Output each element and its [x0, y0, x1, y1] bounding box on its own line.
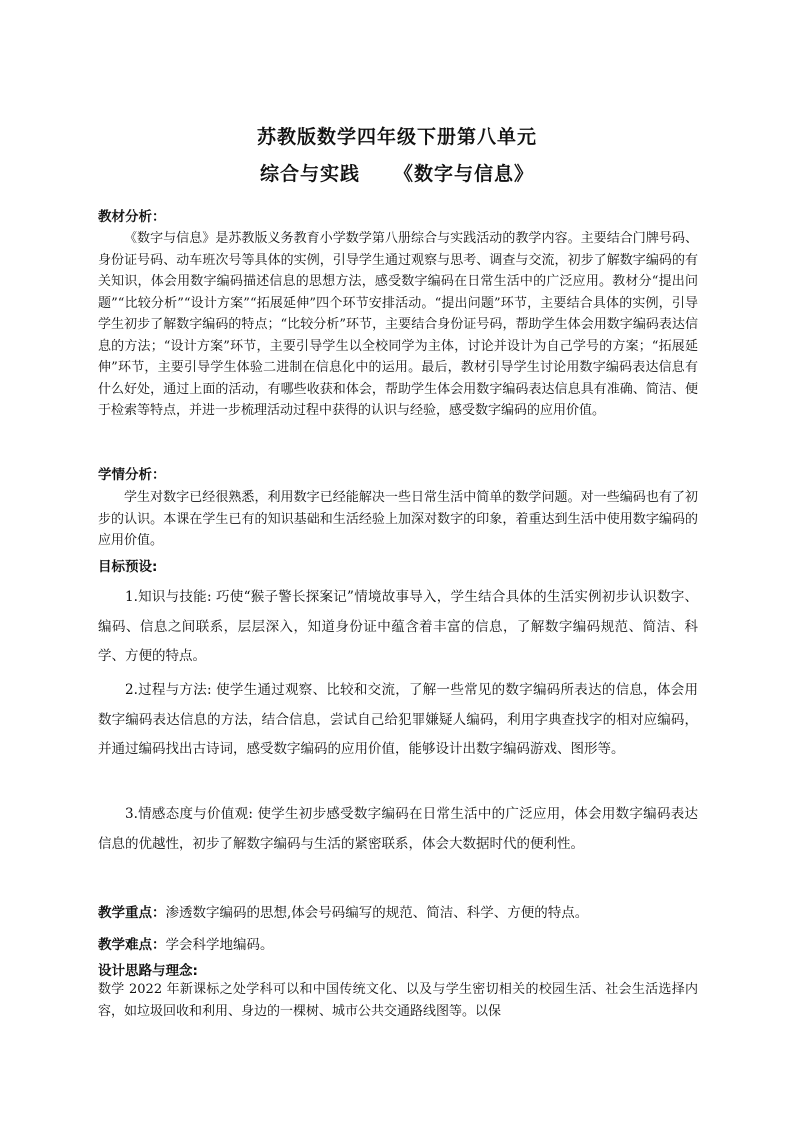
goal-attitude-values: 3.情感态度与价值观: 使学生初步感受数字编码在日常生活中的广泛应用，体会用数字编码表达信息的优越性，初步了解数字编码与生活的紧密联系，体会大数据时代的便利性。	[98, 806, 698, 852]
material-analysis-heading: 教材分析：	[98, 209, 166, 225]
teaching-difficult-text: 学会科学地编码。	[165, 937, 274, 953]
subtitle-part-a: 综合与实践	[259, 163, 360, 185]
subtitle-part-b: 《数字与信息》	[394, 163, 535, 185]
goal-knowledge-skills: 1.知识与技能: 巧使“猴子警长探案记”情境故事导入，学生结合具体的生活实例初步认识数字、编码、信息之间联系，层层深入，知道身份证中蕴含着丰富的信息，了解数字编码规范、简洁、科学、方便的特点。	[98, 589, 698, 665]
goal-process-methods: 2.过程与方法: 使学生通过观察、比较和交流，了解一些常见的数字编码所表达的信息，体会用数字编码表达信息的方法，结合信息，尝试自己给犯罪嫌疑人编码，利用字典查找字的相对应编码，并通过编码找出古诗词，感受数字编码的应用价值，能够设计出数字编码游戏、图形等。	[98, 682, 698, 758]
teaching-key-text: 渗透数字编码的思想,体会号码编写的规范、简洁、科学、方便的特点。	[165, 905, 589, 921]
material-analysis-text: 《数字与信息》是苏教版义务教育小学数学第八册综合与实践活动的教学内容。主要结合门牌号码、身份证号码、动车班次号等具体的实例，引导学生通过观察与思考、调查与交流，初步了解数字编码的有关知识，体会用数字编码描述信息的思想方法，感受数字编码在日常生活中的广泛应用。教材分“提出问题”“比较分析”“设计方案”“拓展延伸”四个环节安排活动。“提出问题”环节，主要结合具体的实例，引导学生初步了解数字编码的特点；“比较分析”环节，主要结合身份证号码，帮助学生体会用数字编码表达信息的方法；“设计方案”环节，主要引导学生以全校同学为主体，讨论并设计为自己学号的方案；“拓展延伸”环节，主要引导学生体验二进制在信息化中的运用。最后，教材引导学生讨论用数字编码表达信息有什么好处，通过上面的活动，有哪些收获和体会，帮助学生体会用数字编码表达信息具有准确、简洁、便于检索等特点，并进一步梳理活动过程中获得的认识与经验，感受数字编码的应用价值。	[98, 231, 698, 418]
student-analysis-heading: 学情分析：	[98, 467, 166, 483]
document-title: 苏教版数学四年级下册第八单元	[256, 126, 537, 148]
teaching-difficult-point	[98, 933, 698, 953]
teaching-key-point	[98, 901, 698, 921]
teaching-difficult-label: 教学难点：	[98, 937, 166, 953]
teaching-key-label: 教学重点：	[98, 905, 166, 921]
student-analysis-text: 学生对数字已经很熟悉，利用数字已经能解决一些日常生活中简单的数学问题。对一些编码也有了初步的认识。本课在学生已有的知识基础和生活经验上加深对数字的印象，着重达到生活中使用数字编码的应用价值。	[98, 490, 698, 548]
design-idea-heading: 设计思路与理念:	[98, 963, 198, 979]
design-idea-text: 数学 2022 年新课标之处学科可以和中国传统文化、以及与学生密切相关的校园生活、社会生活选择内容，如垃圾回收和利用、身边的一棵树、城市公共交通路线图等。以保	[98, 982, 698, 1019]
goals-heading: 目标预设:	[98, 559, 158, 575]
document-subtitle	[0, 159, 794, 186]
